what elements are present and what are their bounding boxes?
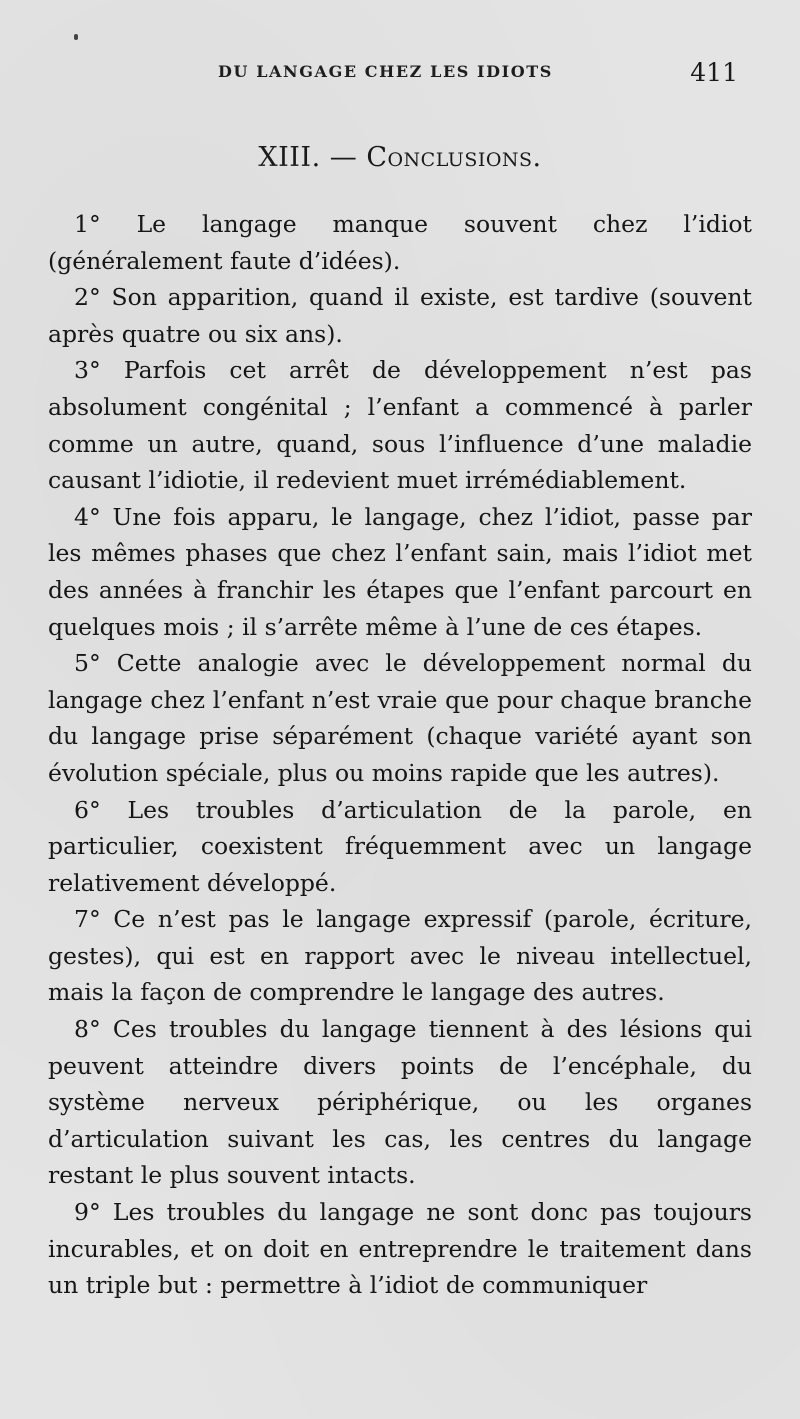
body-text: [48, 206, 752, 1304]
paragraph-3: 3° Parfois cet arrêt de développement n’est pas absolument congénital ; l’enfant a commencé à parler comme un autre, quand, sous l’influence d’une maladie causant l’idiotie, il redevient muet irrémédiablement.: [48, 356, 752, 495]
running-head: [0, 58, 800, 88]
paragraph-7: 7° Ce n’est pas le langage expressif (parole, écriture, gestes), qui est en rapport avec le niveau intellectuel, mais la façon de comprendre le langage des autres.: [48, 905, 752, 1007]
paragraph-1: 1° Le langage manque souvent chez l’idiot (généralement faute d’idées).: [48, 210, 752, 275]
paragraph-8: 8° Ces troubles du langage tiennent à des lésions qui peuvent atteindre divers points de l’encéphale, du système nerveux périphérique, ou les organes d’articulation suivant les cas, les centres du langage restant le plus souvent intacts.: [48, 1015, 752, 1190]
section-title: XIII. — Conclusions.: [258, 142, 542, 173]
page-number: 411: [690, 58, 738, 87]
running-head-title: DU LANGAGE CHEZ LES IDIOTS: [218, 62, 553, 81]
print-speck: [74, 34, 78, 40]
paragraph-9: 9° Les troubles du langage ne sont donc pas toujours incurables, et on doit en entreprendre le traitement dans un triple but : permettre à l’idiot de communiquer: [48, 1198, 752, 1300]
paragraph-5: 5° Cette analogie avec le développement normal du langage chez l’enfant n’est vraie que pour chaque branche du langage prise séparément (chaque variété ayant son évolution spéciale, plus ou moins rapide que les autres).: [48, 649, 752, 787]
paragraph-2: 2° Son apparition, quand il existe, est tardive (souvent après quatre ou six ans).: [48, 283, 752, 348]
paragraph-4: 4° Une fois apparu, le langage, chez l’idiot, passe par les mêmes phases que chez l’enfant sain, mais l’idiot met des années à franchir les étapes que l’enfant parcourt en quelques mois ; il s’arrête même à l’une de ces étapes.: [48, 502, 752, 641]
paragraph-6: 6° Les troubles d’articulation de la parole, en particulier, coexistent fréquemment avec un langage relativement développé.: [48, 795, 752, 897]
